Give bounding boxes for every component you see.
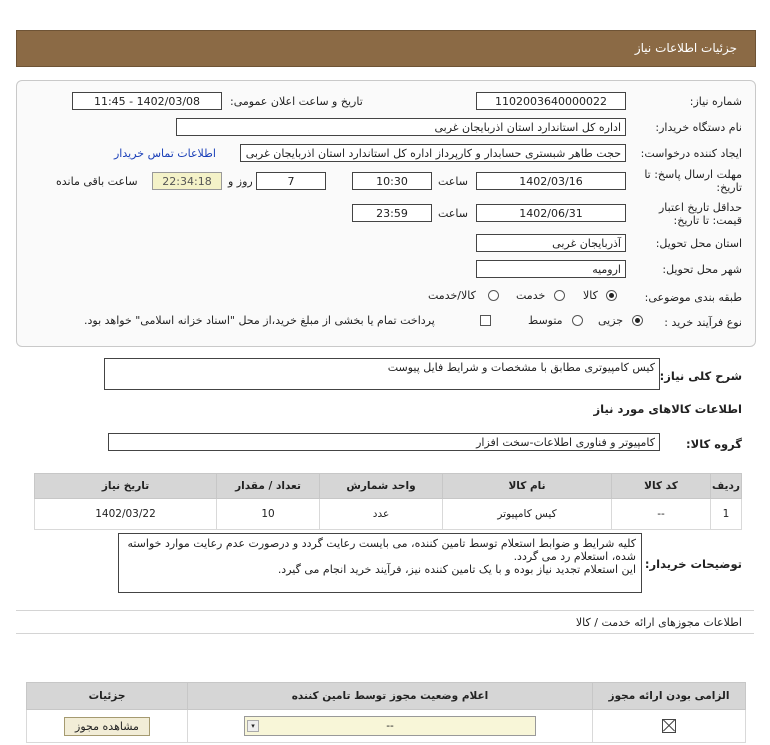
days-label: روز و <box>228 175 253 188</box>
process-radio-minor[interactable] <box>632 315 643 326</box>
province-label: استان محل تحویل: <box>655 237 742 250</box>
category-label: طبقه بندی موضوعی: <box>644 291 742 304</box>
divider <box>16 610 754 611</box>
remaining-label: ساعت باقی مانده <box>56 175 138 188</box>
goods-section-title: اطلاعات کالاهای مورد نیاز <box>593 402 742 416</box>
notes-field[interactable] <box>118 533 642 593</box>
category-option-service: خدمت <box>516 289 546 302</box>
deadline-label-2: تاریخ: <box>716 181 742 194</box>
announce-field[interactable]: 1402/03/08 - 11:45 <box>72 92 222 110</box>
category-option-goods: کالا <box>583 289 598 302</box>
category-radio-goods[interactable] <box>606 290 617 301</box>
goods-group-field[interactable]: کامپیوتر و فناوری اطلاعات-سخت افزار <box>108 433 660 451</box>
treasury-payment-note: پرداخت تمام یا بخشی از مبلغ خرید،از محل "اسناد خزانه اسلامی" خواهد بود. <box>84 314 435 327</box>
col-unit: واحد شمارش <box>320 474 443 499</box>
validity-time-field[interactable]: 23:59 <box>352 204 432 222</box>
col-license-required: الزامی بودن ارائه مجوز <box>593 683 746 710</box>
licenses-section-title: اطلاعات مجوزهای ارائه خدمت / کالا <box>575 616 742 629</box>
announce-label: تاریخ و ساعت اعلان عمومی: <box>230 95 363 108</box>
license-status-select[interactable] <box>244 716 536 736</box>
license-details-cell <box>27 710 188 743</box>
deadline-time-label: ساعت <box>438 175 468 188</box>
table-row[interactable] <box>35 499 742 530</box>
view-license-button[interactable]: مشاهده مجوز <box>64 717 150 736</box>
notes-line-1: کلیه شرایط و ضوابط استعلام توسط تامین کننده، می بایست رعایت گردد و درصورت عدم رعایت موارد خواسته شده، استعلام رد می گردد. <box>127 537 636 563</box>
license-status-value: -- <box>386 720 394 732</box>
need-number-field[interactable]: 1102003640000022 <box>476 92 626 110</box>
licenses-table <box>26 682 746 743</box>
cell-date: 1402/03/22 <box>35 499 217 530</box>
col-code: کد کالا <box>612 474 711 499</box>
notes-line-2: این استعلام تجدید نیاز بوده و با یک تامین کننده نیز، فرآیند خرید انجام می گیرد. <box>277 563 636 576</box>
validity-label: حداقل تاریخ اعتبار <box>658 201 742 214</box>
cell-name: کیس کامپیوتر <box>443 499 612 530</box>
goods-table-header <box>35 474 742 499</box>
category-option-both: کالا/خدمت <box>428 289 476 302</box>
cell-qty: 10 <box>217 499 320 530</box>
summary-field[interactable]: کیس کامپیوتری مطابق با مشخصات و شرایط فایل پیوست <box>104 358 660 390</box>
summary-label: شرح کلی نیاز: <box>659 369 742 383</box>
province-field[interactable]: آذربایجان غربی <box>476 234 626 252</box>
checkbox-crossed-icon[interactable] <box>662 719 676 733</box>
license-required-cell <box>593 710 746 743</box>
city-label: شهر محل تحویل: <box>662 263 742 276</box>
city-field[interactable]: ارومیه <box>476 260 626 278</box>
process-option-medium: متوسط <box>528 314 563 327</box>
licenses-table-header <box>27 683 746 710</box>
treasury-payment-checkbox[interactable] <box>480 315 491 326</box>
validity-time-label: ساعت <box>438 207 468 220</box>
remaining-time-field: 22:34:18 <box>152 172 222 190</box>
buyer-org-label: نام دستگاه خریدار: <box>655 121 742 134</box>
page-title: جزئیات اطلاعات نیاز <box>634 41 737 55</box>
need-number-label: شماره نیاز: <box>689 95 742 108</box>
validity-label-2: قیمت: تا تاریخ: <box>673 214 742 227</box>
col-row: ردیف <box>711 474 742 499</box>
col-license-details: جزئیات <box>27 683 188 710</box>
license-status-cell <box>188 710 593 743</box>
col-license-status: اعلام وضعیت مجوز توسط تامین کننده <box>188 683 593 710</box>
buyer-contact-link[interactable]: اطلاعات تماس خریدار <box>114 147 216 160</box>
category-radio-both[interactable] <box>488 290 499 301</box>
days-field[interactable]: 7 <box>256 172 326 190</box>
chevron-down-icon: ▾ <box>247 720 259 732</box>
deadline-date-field[interactable]: 1402/03/16 <box>476 172 626 190</box>
cell-code: -- <box>612 499 711 530</box>
notes-label: توضیحات خریدار: <box>644 557 742 571</box>
cell-row: 1 <box>711 499 742 530</box>
divider <box>16 633 754 634</box>
goods-table <box>34 473 742 530</box>
col-date: تاریخ نیاز <box>35 474 217 499</box>
creator-field[interactable]: حجت طاهر شبستری حسابدار و کارپرداز اداره کل استاندارد استان اذربایجان غربی <box>240 144 626 162</box>
col-name: نام کالا <box>443 474 612 499</box>
creator-label: ایجاد کننده درخواست: <box>640 147 742 160</box>
goods-group-label: گروه کالا: <box>686 437 742 451</box>
process-label: نوع فرآیند خرید : <box>664 316 742 329</box>
validity-date-field[interactable]: 1402/06/31 <box>476 204 626 222</box>
category-radio-service[interactable] <box>554 290 565 301</box>
page-header <box>16 30 756 67</box>
table-row <box>27 710 746 743</box>
cell-unit: عدد <box>320 499 443 530</box>
buyer-org-field[interactable]: اداره کل استاندارد استان اذربایجان غربی <box>176 118 626 136</box>
process-option-minor: جزیی <box>598 314 624 327</box>
deadline-time-field[interactable]: 10:30 <box>352 172 432 190</box>
col-qty: تعداد / مقدار <box>217 474 320 499</box>
process-radio-medium[interactable] <box>572 315 583 326</box>
deadline-label: مهلت ارسال پاسخ: تا <box>644 168 742 181</box>
